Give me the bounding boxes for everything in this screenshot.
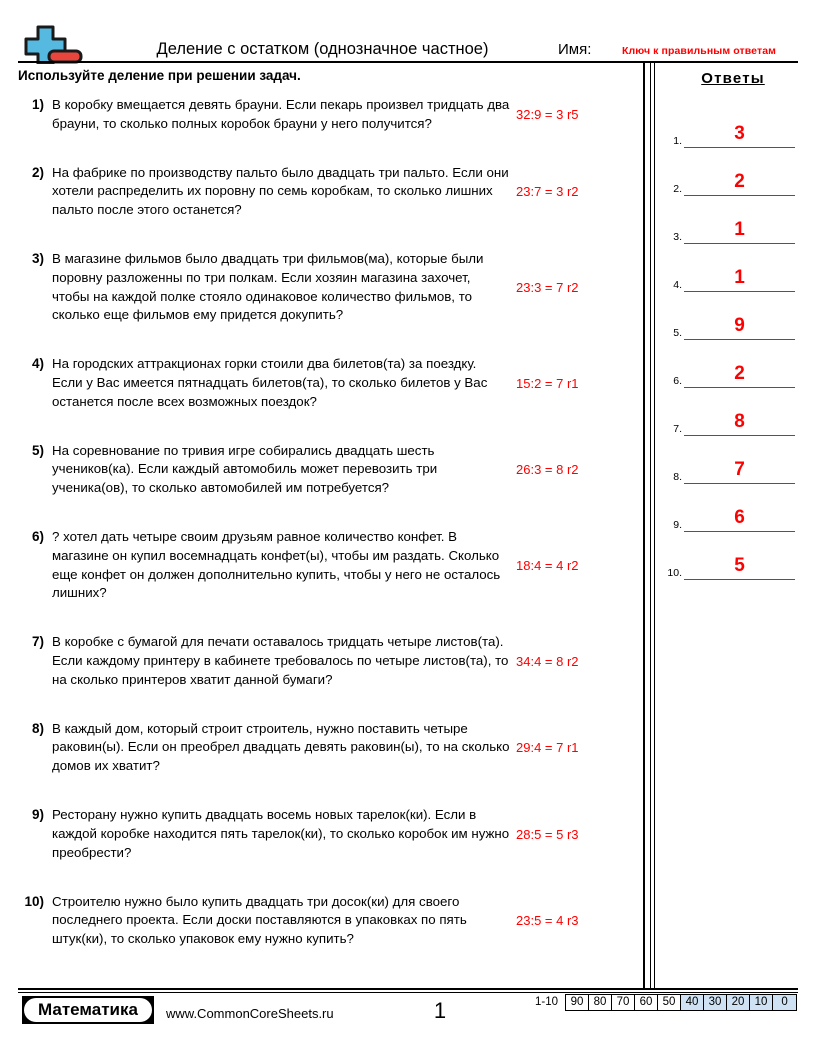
question-row xyxy=(18,355,630,411)
answers-panel xyxy=(658,63,808,580)
score-cell: 0 xyxy=(773,995,796,1010)
question-row xyxy=(18,164,630,220)
answer-number: 6. xyxy=(673,375,682,387)
answer-number: 10. xyxy=(667,567,682,579)
answer-number: 3. xyxy=(673,231,682,243)
answer-number: 1. xyxy=(673,135,682,147)
question-number: 8) xyxy=(31,720,44,736)
answer-row xyxy=(658,196,808,244)
answer-value: 1 xyxy=(734,267,745,288)
answer-blank-line[interactable] xyxy=(684,579,795,580)
score-cell: 30 xyxy=(704,995,727,1010)
answer-row xyxy=(658,532,808,580)
page-number: 1 xyxy=(433,998,447,1023)
question-text: Строителю нужно было купить двадцать три досок(ки) для своего последнего проекта. Если доски поставляются в упаковках по пять штук(ки), то сколько упаковок ему нужно купить? xyxy=(52,893,467,946)
column-divider-left xyxy=(643,63,645,988)
question-worked-answer: 32:9 = 3 r5 xyxy=(516,107,579,123)
score-cell: 10 xyxy=(750,995,773,1010)
question-row xyxy=(18,442,630,498)
page-header xyxy=(0,0,816,62)
brand-label: Математика xyxy=(24,998,152,1022)
question-number: 6) xyxy=(31,529,44,545)
answer-number: 7. xyxy=(673,423,682,435)
score-cell: 20 xyxy=(727,995,750,1010)
answer-value: 9 xyxy=(734,315,745,336)
answer-value: 6 xyxy=(734,507,745,528)
question-worked-answer: 15:2 = 7 r1 xyxy=(516,375,579,391)
score-scale xyxy=(533,994,797,1011)
question-number: 7) xyxy=(31,634,44,650)
score-cell: 40 xyxy=(681,995,704,1010)
question-row xyxy=(18,96,630,133)
question-text: На фабрике по производству пальто было двадцать три пальто. Если они хотели распределить их поровну по семь коробкам, то сколько лишних пальто после этого останется? xyxy=(52,164,509,218)
question-number: 10) xyxy=(24,893,44,909)
question-worked-answer: 29:4 = 7 r1 xyxy=(516,740,579,756)
question-worked-answer: 28:5 = 5 r3 xyxy=(516,826,579,842)
answer-number: 9. xyxy=(673,519,682,531)
answer-row xyxy=(658,436,808,484)
score-cell: 50 xyxy=(658,995,681,1010)
question-worked-answer: 34:4 = 8 r2 xyxy=(516,653,579,669)
question-worked-answer: 23:7 = 3 r2 xyxy=(516,184,579,200)
answer-row xyxy=(658,292,808,340)
score-range-label: 1-10 xyxy=(535,996,559,1008)
score-cell: 80 xyxy=(589,995,612,1010)
question-list xyxy=(18,96,630,979)
plus-minus-icon xyxy=(22,24,84,64)
answer-number: 5. xyxy=(673,327,682,339)
answer-value: 2 xyxy=(734,363,745,384)
answer-row xyxy=(658,388,808,436)
question-worked-answer: 26:3 = 8 r2 xyxy=(516,462,579,478)
question-number: 9) xyxy=(31,807,44,823)
answers-list xyxy=(658,100,808,580)
question-number: 1) xyxy=(31,97,44,112)
question-worked-answer: 18:4 = 4 r2 xyxy=(516,558,579,574)
answer-row xyxy=(658,244,808,292)
answer-number: 4. xyxy=(673,279,682,291)
question-number: 5) xyxy=(31,442,44,458)
answer-value: 2 xyxy=(734,171,745,192)
name-label: Имя: xyxy=(558,41,592,58)
question-row xyxy=(18,633,630,689)
site-url: www.CommonCoreSheets.ru xyxy=(166,1006,334,1021)
question-row xyxy=(18,250,630,324)
question-row xyxy=(18,806,630,862)
question-number: 3) xyxy=(31,251,44,267)
score-cell: 70 xyxy=(612,995,635,1010)
instruction-text: Используйте деление при решении задач. xyxy=(18,68,301,83)
column-divider-middle xyxy=(650,63,651,988)
question-worked-answer: 23:5 = 4 r3 xyxy=(516,913,579,929)
answer-row xyxy=(658,340,808,388)
page-title: Деление с остатком (однозначное частное) xyxy=(156,40,489,58)
score-cells xyxy=(565,994,797,1011)
question-text: Ресторану нужно купить двадцать восемь новых тарелок(ки). Если в каждой коробке находится пять тарелок(ки), то сколько коробок им нужно преобрести? xyxy=(52,807,510,860)
answer-number: 2. xyxy=(673,183,682,195)
question-text: ? хотел дать четыре своим друзьям равное количество конфет. В магазине он купил восемнадцать конфет(ы), чтобы им раздать. Сколько еще конфет он должен дополнительно купить, чтобы у него не осталось лишних? xyxy=(52,529,501,601)
answer-row xyxy=(658,148,808,196)
question-row xyxy=(18,893,630,949)
question-text: В магазине фильмов было двадцать три фильмов(ма), которые были поровну разложенны по три полкам. Если хозяин магазина захочет, чтобы на каждой полке стояло одинаковое количество фильмов, то сколько еще фильмов ему придется докупить? xyxy=(52,251,484,323)
answer-number: 8. xyxy=(673,471,682,483)
question-number: 2) xyxy=(31,164,44,180)
question-text: В коробку вмещается девять брауни. Если пекарь произвел тридцать два брауни, то сколько полных коробок брауни у него получится? xyxy=(52,97,510,131)
column-divider-right xyxy=(654,63,655,988)
answer-value: 5 xyxy=(734,555,745,576)
answer-row xyxy=(658,100,808,148)
question-worked-answer: 23:3 = 7 r2 xyxy=(516,280,579,296)
question-text: На соревнование по тривия игре собирались двадцать шесть учеников(ка). Если каждый автомобиль может перевозить три ученика(ов), то сколько автомобилей им потребуется? xyxy=(52,442,438,496)
answer-row xyxy=(658,484,808,532)
brand-badge xyxy=(22,996,154,1024)
question-number: 4) xyxy=(31,356,44,372)
answers-title: Ответы xyxy=(701,70,765,87)
answer-value: 3 xyxy=(734,123,745,144)
answer-value: 7 xyxy=(734,459,745,480)
question-text: В каждый дом, который строит строитель, нужно поставить четыре раковин(ы). Если он преобрел двадцать девять раковин(ы), то на сколько домов их хватит? xyxy=(52,720,510,774)
question-text: В коробке с бумагой для печати оставалось тридцать четыре листов(та). Если каждому принтеру в кабинете требовалось по четыре листов(та), то на сколько принтеров хватит данной бумаги? xyxy=(52,634,509,687)
answer-value: 8 xyxy=(734,411,745,432)
score-cell: 60 xyxy=(635,995,658,1010)
question-row xyxy=(18,720,630,776)
answer-key-badge: Ключ к правильным ответам xyxy=(622,45,777,57)
footer-divider-secondary xyxy=(18,992,798,993)
answer-value: 1 xyxy=(734,219,745,240)
score-cell: 90 xyxy=(566,995,589,1010)
question-row xyxy=(18,528,630,602)
footer-divider xyxy=(18,988,798,990)
question-text: На городских аттракционах горки стоили два билетов(та) за поездку. Если у Вас имеется пятнадцать билетов(та), то сколько билетов у Вас останется после всех возможных поездок? xyxy=(52,356,488,409)
